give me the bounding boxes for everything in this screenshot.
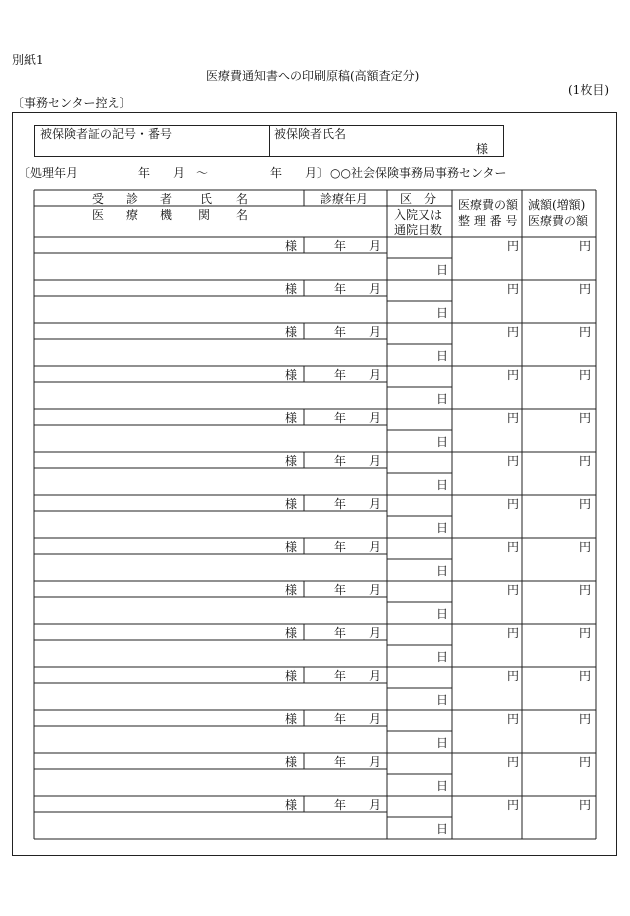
- row-sama-label: 様: [285, 755, 298, 769]
- row-month-label: 月: [369, 712, 382, 726]
- header-facility-5: 名: [236, 208, 249, 222]
- row-reduce-yen-label: 円: [579, 368, 592, 382]
- copy-label: 〔事務センター控え〕: [12, 96, 132, 110]
- row-cost-yen-label: 円: [507, 239, 520, 253]
- period-year-1: 年: [138, 166, 151, 180]
- row-month-label: 月: [369, 368, 382, 382]
- row-cost-yen-label: 円: [507, 583, 520, 597]
- row-cost-yen-label: 円: [507, 712, 520, 726]
- period-tilde: ～: [196, 166, 209, 180]
- row-month-label: 月: [369, 282, 382, 296]
- header-patient-2: 診: [126, 192, 139, 206]
- row-sama-label: 様: [285, 497, 298, 511]
- row-reduce-yen-label: 円: [579, 755, 592, 769]
- row-sama-label: 様: [285, 411, 298, 425]
- header-facility-3: 機: [160, 208, 173, 222]
- header-facility-1: 医: [92, 208, 105, 222]
- row-reduce-yen-label: 円: [579, 282, 592, 296]
- row-month-label: 月: [369, 755, 382, 769]
- header-facility-2: 療: [126, 208, 139, 222]
- period-month-2: 月〕: [305, 166, 330, 180]
- row-day-label: 日: [436, 263, 449, 277]
- row-day-label: 日: [436, 693, 449, 707]
- row-day-label: 日: [436, 392, 449, 406]
- row-year-label: 年: [334, 454, 347, 468]
- row-day-label: 日: [436, 435, 449, 449]
- row-month-label: 月: [369, 583, 382, 597]
- row-day-label: 日: [436, 607, 449, 621]
- header-patient-4: 氏: [200, 192, 213, 206]
- header-days-1: 入院又は: [394, 208, 443, 222]
- row-year-label: 年: [334, 325, 347, 339]
- row-day-label: 日: [436, 521, 449, 535]
- row-day-label: 日: [436, 478, 449, 492]
- row-reduce-yen-label: 円: [579, 454, 592, 468]
- header-treat-month: 診療年月: [320, 192, 369, 206]
- period-year-2: 年: [270, 166, 283, 180]
- header-cost-1: 医療費の額: [458, 198, 519, 212]
- row-day-label: 日: [436, 736, 449, 750]
- row-sama-label: 様: [285, 325, 298, 339]
- row-reduce-yen-label: 円: [579, 239, 592, 253]
- insured-id-label: 被保険者証の記号・番号: [40, 127, 173, 141]
- row-sama-label: 様: [285, 239, 298, 253]
- row-sama-label: 様: [285, 626, 298, 640]
- page-title: 医療費通知書への印刷原稿(高額査定分): [206, 69, 420, 83]
- row-reduce-yen-label: 円: [579, 540, 592, 554]
- row-reduce-yen-label: 円: [579, 583, 592, 597]
- row-sama-label: 様: [285, 712, 298, 726]
- row-cost-yen-label: 円: [507, 454, 520, 468]
- row-year-label: 年: [334, 239, 347, 253]
- row-cost-yen-label: 円: [507, 497, 520, 511]
- row-cost-yen-label: 円: [507, 755, 520, 769]
- row-day-label: 日: [436, 306, 449, 320]
- insured-honorific: 様: [476, 142, 489, 156]
- attachment-label: 別紙1: [12, 53, 44, 67]
- row-month-label: 月: [369, 540, 382, 554]
- row-year-label: 年: [334, 282, 347, 296]
- row-year-label: 年: [334, 583, 347, 597]
- row-cost-yen-label: 円: [507, 669, 520, 683]
- row-cost-yen-label: 円: [507, 282, 520, 296]
- row-year-label: 年: [334, 798, 347, 812]
- row-day-label: 日: [436, 349, 449, 363]
- header-category: 区 分: [400, 192, 437, 206]
- row-year-label: 年: [334, 368, 347, 382]
- row-reduce-yen-label: 円: [579, 712, 592, 726]
- header-reduce-2: 医療費の額: [528, 214, 589, 228]
- row-cost-yen-label: 円: [507, 626, 520, 640]
- row-month-label: 月: [369, 798, 382, 812]
- row-cost-yen-label: 円: [507, 368, 520, 382]
- row-month-label: 月: [369, 669, 382, 683]
- row-month-label: 月: [369, 497, 382, 511]
- row-cost-yen-label: 円: [507, 540, 520, 554]
- row-year-label: 年: [334, 497, 347, 511]
- row-sama-label: 様: [285, 669, 298, 683]
- header-reduce-1: 減額(増額): [528, 198, 586, 212]
- row-year-label: 年: [334, 626, 347, 640]
- period-month-1: 月: [173, 166, 186, 180]
- row-sama-label: 様: [285, 540, 298, 554]
- row-month-label: 月: [369, 239, 382, 253]
- row-sama-label: 様: [285, 368, 298, 382]
- row-month-label: 月: [369, 325, 382, 339]
- row-month-label: 月: [369, 626, 382, 640]
- row-year-label: 年: [334, 712, 347, 726]
- header-patient-1: 受: [92, 192, 105, 206]
- row-reduce-yen-label: 円: [579, 497, 592, 511]
- row-reduce-yen-label: 円: [579, 411, 592, 425]
- row-sama-label: 様: [285, 454, 298, 468]
- row-reduce-yen-label: 円: [579, 669, 592, 683]
- row-day-label: 日: [436, 822, 449, 836]
- header-patient-3: 者: [160, 192, 173, 206]
- row-year-label: 年: [334, 755, 347, 769]
- row-sama-label: 様: [285, 583, 298, 597]
- period-label: 〔処理年月: [18, 166, 79, 180]
- row-month-label: 月: [369, 411, 382, 425]
- row-year-label: 年: [334, 411, 347, 425]
- row-reduce-yen-label: 円: [579, 626, 592, 640]
- header-facility-4: 関: [198, 208, 211, 222]
- row-cost-yen-label: 円: [507, 411, 520, 425]
- row-sama-label: 様: [285, 798, 298, 812]
- row-day-label: 日: [436, 650, 449, 664]
- page-number: (1枚目): [568, 83, 609, 97]
- row-day-label: 日: [436, 779, 449, 793]
- row-cost-yen-label: 円: [507, 798, 520, 812]
- row-month-label: 月: [369, 454, 382, 468]
- row-reduce-yen-label: 円: [579, 325, 592, 339]
- header-patient-5: 名: [236, 192, 249, 206]
- header-cost-2: 整 理 番 号: [458, 214, 518, 228]
- row-cost-yen-label: 円: [507, 325, 520, 339]
- office-name: ○○社会保険事務局事務センター: [330, 166, 507, 180]
- row-sama-label: 様: [285, 282, 298, 296]
- row-day-label: 日: [436, 564, 449, 578]
- row-reduce-yen-label: 円: [579, 798, 592, 812]
- row-year-label: 年: [334, 669, 347, 683]
- header-days-2: 通院日数: [394, 223, 443, 237]
- row-year-label: 年: [334, 540, 347, 554]
- insured-name-label: 被保険者氏名: [274, 127, 347, 141]
